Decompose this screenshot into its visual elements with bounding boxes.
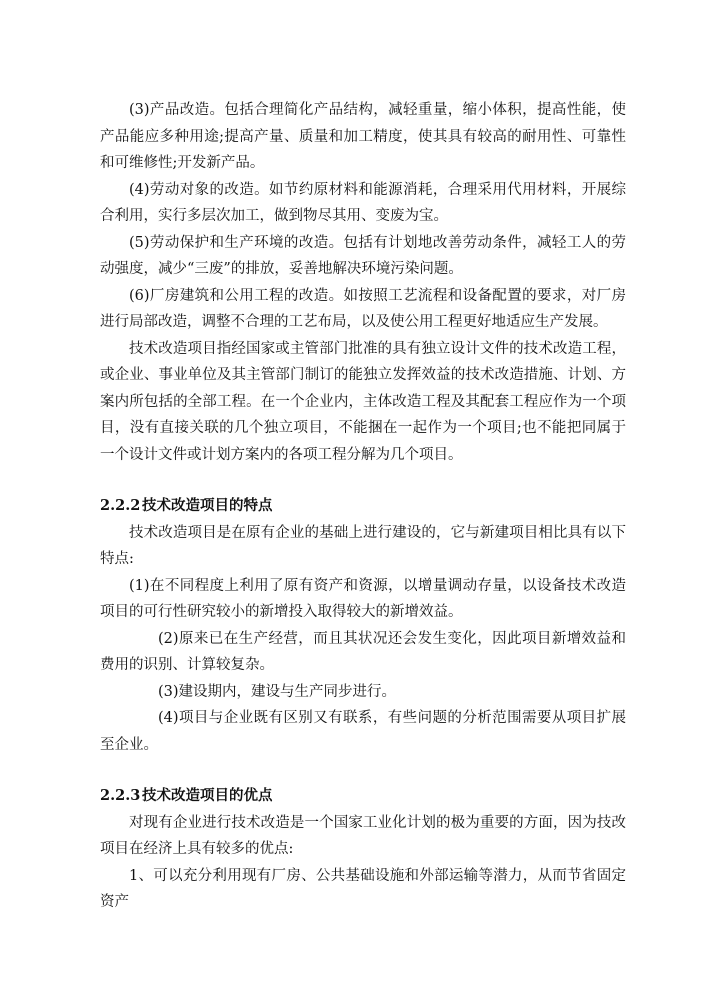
document-body: [100, 97, 626, 916]
section-title: 技术改造项目的优点: [142, 787, 273, 804]
paragraph-product-renovation: (3)产品改造。包括合理简化产品结构，减轻重量，缩小体积，提高性能，使产品能应多种用途;提高产量、质量和加工精度，使其具有较高的耐用性、可靠性和可维修性;开发新产品。: [100, 102, 626, 171]
list-item-characteristic-4: (4)项目与企业既有区别又有联系，有些问题的分析范围需要从项目扩展至企业。: [100, 710, 626, 753]
paragraph-plant-building-renovation: (6)厂房建筑和公用工程的改造。如按照工艺流程和设备配置的要求，对厂房进行局部改造，调整不合理的工艺布局，以及使公用工程更好地适应生产发展。: [100, 287, 626, 330]
paragraph-labor-protection-renovation: (5)劳动保护和生产环境的改造。包括有计划地改善劳动条件，减轻工人的劳动强度，减少“三废”的排放，妥善地解决环境污染问题。: [100, 234, 626, 277]
paragraph-characteristics-intro: 技术改造项目是在原有企业的基础上进行建设的，它与新建项目相比具有以下特点:: [100, 524, 626, 567]
section-heading-2-2-2: [100, 493, 626, 520]
list-item-characteristic-2: (2)原来已在生产经营，而且其状况还会发生变化，因此项目新增效益和费用的识别、计算较复杂。: [100, 630, 626, 673]
paragraph-advantages-intro: 对现有企业进行技术改造是一个国家工业化计划的极为重要的方面，因为技改项目在经济上具有较多的优点:: [100, 814, 626, 857]
section-number: 2.2.2: [100, 497, 141, 514]
paragraph-labor-object-renovation: (4)劳动对象的改造。如节约原材料和能源消耗，合理采用代用材料，开展综合利用，实行多层次加工，做到物尽其用、变废为宝。: [100, 181, 626, 224]
section-heading-2-2-3: [100, 783, 626, 810]
section-number: 2.2.3: [100, 787, 141, 804]
section-title: 技术改造项目的特点: [142, 497, 273, 514]
paragraph-project-definition: 技术改造项目指经国家或主管部门批准的具有独立设计文件的技术改造工程，或企业、事业单位及其主管部门制订的能独立发挥效益的技术改造措施、计划、方案内所包括的全部工程。在一个企业内，主体改造工程及其配套工程应作为一个项目，没有直接关联的几个独立项目，不能捆在一起作为一个项目;也不能把同属于一个设计文件或计划方案内的各项工程分解为几个项目。: [100, 340, 626, 463]
list-item-advantage-1: 1、可以充分利用现有厂房、公共基础设施和外部运输等潜力，从而节省固定资产: [100, 867, 626, 910]
list-item-characteristic-1: (1)在不同程度上利用了原有资产和资源，以增量调动存量，以设备技术改造项目的可行性研究较小的新增投入取得较大的新增效益。: [100, 577, 626, 620]
list-item-characteristic-3: (3)建设期内，建设与生产同步进行。: [158, 683, 397, 700]
